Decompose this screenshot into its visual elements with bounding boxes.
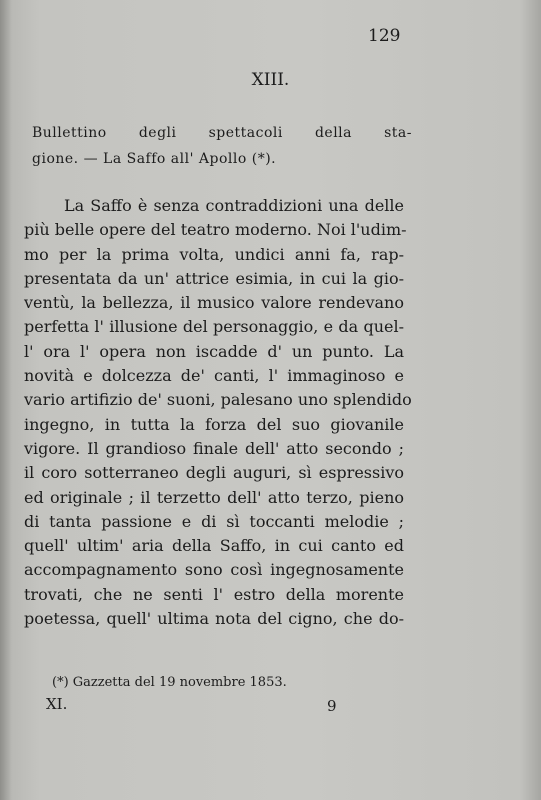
text-line: La Saffo è senza contraddizioni una delle <box>64 196 404 215</box>
text-line: di tanta passione e di sì toccanti melodie ; <box>24 511 404 531</box>
page-number: 129 <box>368 26 401 46</box>
heading-line: gione. — La Saffo all' Apollo (*). <box>32 151 277 167</box>
text-line: novità e dolcezza de' canti, l' immaginoso e <box>24 366 404 386</box>
text-line: ed originale ; il terzetto dell' atto terzo, pieno <box>24 487 404 507</box>
text-line: vigore. Il grandioso finale dell' atto secondo ; <box>24 438 404 458</box>
text-line: più belle opere del teatro moderno. Noi l'udim- <box>24 220 407 240</box>
text-line: mo per la prima volta, undici anni fa, rap- <box>24 244 404 264</box>
signature-number: 9 <box>327 697 337 715</box>
text-line: accompagnamento sono così ingegnosamente <box>24 560 404 580</box>
signature-mark: XI. <box>46 695 68 713</box>
body-text <box>24 194 412 631</box>
text-line: poetessa, quell' ultima nota del cigno, che do- <box>24 609 404 629</box>
text-line: l' ora l' opera non iscadde d' un punto. La <box>24 341 404 361</box>
text-line: il coro sotterraneo degli auguri, sì espressivo <box>24 463 404 483</box>
section-heading <box>32 120 412 172</box>
chapter-number: XIII. <box>251 70 290 90</box>
heading-line: Bullettino degli spettacoli della sta- <box>32 125 412 141</box>
text-line: vario artifizio de' suoni, palesano uno splendido <box>24 390 412 410</box>
footnote: (*) Gazzetta del 19 novembre 1853. <box>52 675 287 690</box>
text-line: presentata da un' attrice esimia, in cui la gio- <box>24 268 404 288</box>
text-line: quell' ultim' aria della Saffo, in cui canto ed <box>24 536 404 556</box>
text-line: ventù, la bellezza, il musico valore rendevano <box>24 293 404 313</box>
text-line: ingegno, in tutta la forza del suo giovanile <box>24 414 404 434</box>
text-line: trovati, che ne senti l' estro della morente <box>24 584 404 604</box>
text-line: perfetta l' illusione del personaggio, e da quel- <box>24 317 404 337</box>
